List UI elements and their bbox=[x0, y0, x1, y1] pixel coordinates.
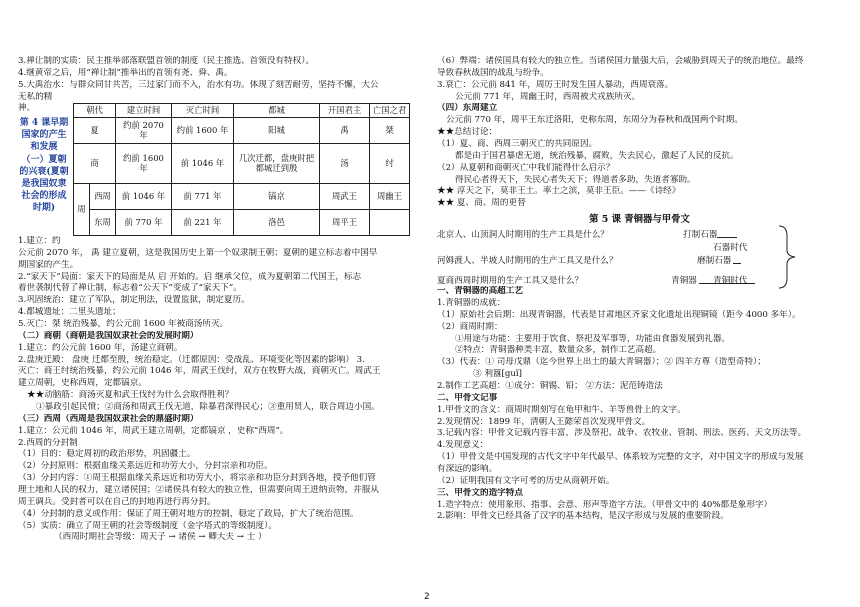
tool-answer: 打制石器 bbox=[683, 230, 718, 241]
page-number: 2 bbox=[424, 592, 430, 602]
text-line: 公元前 771 年，周幽王时，西周被犬戎族所灭。 bbox=[455, 91, 641, 102]
table-cell: 阳城 bbox=[234, 117, 320, 143]
text-line: （3）分封内容：①周王根据血缘关系远近和功劳大小，将宗亲和功臣分封到各地，授予他们管 bbox=[18, 473, 376, 484]
table-cell: 约前 1600 年 bbox=[172, 117, 234, 143]
table-cell: 东周 bbox=[89, 209, 115, 235]
table-cell: 商 bbox=[74, 143, 116, 183]
text-line: 2.发现情况：1899 年，清朝人王懿荣首次发现甲骨文。 bbox=[437, 416, 651, 427]
lesson-5-title: 第 5 课 青铜器与甲骨文 bbox=[589, 214, 690, 226]
text-line: ③ 利簋[guǐ] bbox=[473, 369, 523, 380]
lesson-4-sidebar bbox=[18, 103, 70, 236]
tool-question: 河姆渡人、半坡人时期用的生产工具又是什么？ bbox=[437, 256, 618, 267]
text-line: （1）夏、商、西周三朝灭亡的共同原因。 bbox=[437, 139, 598, 150]
text-line: （2）分封原则：根据血缘关系远近和功劳大小，分封宗亲和功臣。 bbox=[18, 461, 273, 472]
text-line: 2.“家天下”局面：家天下的局面是从 启 开始的。启 继承父位，成为夏朝第二代国王，标志 bbox=[18, 271, 362, 282]
text-line: （1）目的：稳定周初的政治形势，巩固疆土。 bbox=[18, 449, 196, 460]
text-line: 4.发现意义： bbox=[437, 440, 489, 451]
text-line: （1）甲骨文是中国发现的古代文字中年代最早、体系较为完整的文字，对中国文字的形成与发展 bbox=[437, 452, 804, 463]
table-row bbox=[74, 117, 410, 143]
arrow-line bbox=[733, 263, 741, 264]
left-column bbox=[18, 56, 421, 544]
table-header: 灭亡时间 bbox=[172, 104, 234, 118]
tools-question-block bbox=[437, 230, 842, 286]
section-heading: 二、甲骨文记事 bbox=[437, 392, 498, 403]
section-heading: （四）东周建立 bbox=[437, 103, 498, 114]
section-heading: （三）西周（西周是我国奴隶社会的鼎盛时期） bbox=[18, 413, 199, 424]
table-cell: 约前 1600 年 bbox=[116, 143, 172, 183]
table-cell: 洛邑 bbox=[234, 209, 320, 235]
table-cell: 前 1046 年 bbox=[116, 183, 172, 209]
text-line: 期国家的产生。 bbox=[18, 259, 79, 270]
text-line: 公元前 2070 年， 禹 建立夏朝，这是我国历史上第一个奴隶制王朝；夏朝的建立标志着中国早 bbox=[18, 247, 378, 258]
text-line: 4.都城遗址：二里头遗址； bbox=[18, 307, 121, 318]
text-line: 导致春秋战国的战乱与纷争。 bbox=[437, 67, 549, 78]
text-line: （2）从夏朝和商朝灭亡中我们能得什么启示？ bbox=[437, 162, 615, 173]
text-line: （1）原始社会后期：出现青铜器，代表是甘肃地区齐家文化遗址出现铜镜（距今 4000 多年）。 bbox=[437, 309, 801, 320]
table-cell: 几次迁都，盘庚时把都城迁到殷 bbox=[234, 143, 320, 183]
text-line: 2.盘庚迁殿： 盘庚 迁都至殷，统治稳定。（迁都原因：受战乱、环境变化等因素的影响） 3. bbox=[18, 354, 365, 365]
table-cell: 周 bbox=[74, 183, 90, 235]
table-cell: 禹 bbox=[320, 117, 370, 143]
text-line: ①用途与功能：主要用于饮食、祭祀及军事等，功能由食器发展到礼器。 bbox=[455, 333, 731, 344]
text-line: 1.造字特点：使用象形、指事、会意、形声等造字方法。（甲骨文中的 40%都是象形字） bbox=[437, 499, 773, 510]
text-line: 都是由于国君暴虐无道，统治残暴，腐败，失去民心，激起了人民的反抗。 bbox=[455, 150, 739, 161]
table-header: 开国君主 bbox=[320, 104, 370, 118]
lesson-4-block bbox=[18, 103, 421, 236]
table-header: 都城 bbox=[234, 104, 320, 118]
text-line: 3.巩固统治：建立了军队，制定刑法，设置监狱，制定夏历。 bbox=[18, 295, 250, 306]
table-header: 朝代 bbox=[74, 104, 116, 118]
text-line: 灭亡：商王纣统治残暴，约公元前 1046 年，周武王伐纣，双方在牧野大战，商朝灭亡。周武王 bbox=[18, 366, 381, 377]
text-line: （5）实质：确立了周王朝的社会等级制度（金字塔式的等级制度）。 bbox=[18, 520, 277, 531]
brace-icon bbox=[777, 224, 801, 290]
text-line: 2.制作工艺高超：①成分：铜锡、铅； ②方法：泥范铸造法 bbox=[437, 381, 663, 392]
text-line: ★★ 淳天之下，莫非王土。率土之滨，莫非王臣。——《诗经》 bbox=[437, 186, 681, 197]
text-line: 着世袭制代替了禅让制，标志着“公天下”变成了“家天下”。 bbox=[18, 283, 242, 294]
text-line: （6）弊端：诸侯国具有较大的独立性。当诸侯国力量强大后，会威胁到周天子的统治地位。最终 bbox=[437, 56, 804, 66]
table-cell: 周平王 bbox=[320, 209, 370, 235]
text-line: 1.建立：公元前 1046 年，周武王建立周朝，定都镐京 ，史称“西周”。 bbox=[18, 425, 289, 436]
tool-question: 北京人、山顶洞人时期用的生产工具是什么？ bbox=[437, 230, 609, 241]
text-line: （2）商周时期： bbox=[437, 321, 503, 332]
table-cell: 夏 bbox=[74, 117, 116, 143]
text-line: 建立周朝，史称西周，定都镐京。 bbox=[18, 378, 147, 389]
text-line: 1.建立：约 bbox=[18, 235, 61, 246]
table-cell: 前 770 年 bbox=[116, 209, 172, 235]
text-line: 1.甲骨文的含义：商周时期刻写在龟甲和牛、羊等兽骨上的文字。 bbox=[437, 404, 686, 415]
text-line: 5.灭亡：桀 统治残暴，约公元前 1600 年被商汤所灭。 bbox=[18, 318, 229, 329]
text-line: 2.西周的分封制 bbox=[18, 437, 78, 448]
table-row bbox=[74, 183, 410, 209]
text-line: 神。 bbox=[18, 103, 36, 114]
table-cell: 周武王 bbox=[320, 183, 370, 209]
table-cell bbox=[370, 209, 410, 235]
lesson-4-title: 第 4 课早期国家的产生和发展 bbox=[19, 117, 69, 152]
text-line: 5.大禹治水：与群众同甘共苦，三过家门而不入，治水有功。体现了刻苦耐劳，坚持不懈，大公 bbox=[18, 79, 379, 90]
dynasty-table bbox=[73, 103, 410, 236]
table-cell: 周幽王 bbox=[370, 183, 410, 209]
text-line: ★★ 夏、商、周的更替 bbox=[437, 198, 526, 209]
dynasty-table-wrap bbox=[73, 103, 410, 236]
tool-answer: 磨制石器 bbox=[697, 256, 732, 267]
text-line: 1.建立：约公元前 1600 年，汤建立商朝。 bbox=[18, 342, 183, 353]
arrow-line bbox=[717, 237, 737, 238]
text-line: （3）代表：① 司母戊鼎（迄今世界上出土的最大青铜器）；② 四羊方尊（造型奇特）； bbox=[437, 357, 766, 368]
text-line: 4.继黄帝之后，用“禅让制”推举出的首领有尧、舜、禹。 bbox=[18, 67, 233, 78]
text-line: 得民心者得天下，失民心者失天下；得道者多助，失道者寡助。 bbox=[455, 174, 696, 185]
table-row bbox=[74, 143, 410, 183]
text-line: 3.记载内容：甲骨文记载内容丰富，涉及祭祀、战争、农牧业、管制、刑法、医药、天文历法等。 bbox=[437, 428, 807, 439]
table-cell: 前 771 年 bbox=[172, 183, 234, 209]
tool-answer: 青铜器 bbox=[671, 276, 697, 287]
text-line: 3.禅让制的实质：民主推举部落联盟首领的制度（民主推选、首领没有特权）。 bbox=[18, 56, 315, 66]
era-label: 石器时代 bbox=[713, 243, 748, 254]
table-cell: 桀 bbox=[370, 117, 410, 143]
section-heading: 三、甲骨文的造字特点 bbox=[437, 487, 523, 498]
table-header: 亡国之君 bbox=[370, 104, 410, 118]
table-header: 建立时间 bbox=[116, 104, 172, 118]
right-column bbox=[437, 56, 842, 523]
text-line: （西周时期社会等级：周天子 → 诸侯 → 卿大夫 → 士 ） bbox=[54, 532, 267, 543]
section-heading: 一、青铜器的高超工艺 bbox=[437, 286, 523, 297]
text-line: ★★动脑筋：商汤灭夏和武王伐纣为什么会取得胜利？ bbox=[27, 390, 234, 401]
text-line: 有深远的影响。 bbox=[437, 464, 498, 475]
table-cell: 纣 bbox=[370, 143, 410, 183]
table-cell: 镐京 bbox=[234, 183, 320, 209]
text-line: 周王调兵。受封者可以在自己的封地再进行再分封。 bbox=[18, 496, 216, 507]
text-line: 1.青铜器的成就： bbox=[437, 298, 506, 308]
table-cell: 约前 2070 年 bbox=[116, 117, 172, 143]
text-line: 3.衰亡：公元前 841 年，周厉王时发生国人暴动，西周衰落。 bbox=[437, 79, 674, 90]
tool-question: 夏商西周时期用的生产工具又是什么？ bbox=[437, 276, 584, 287]
text-line: ②特点：青铜器种类丰富，数量众多，制作工艺高超。 bbox=[455, 345, 662, 356]
era-label: 青铜时代 bbox=[713, 276, 748, 287]
text-line: 公元前 770 年，周平王东迁洛阳，史称东周，东周分为春秋和战国两个时期。 bbox=[446, 115, 743, 126]
table-cell: 前 1046 年 bbox=[172, 143, 234, 183]
text-line: 理土地和人民的权力，建立诸侯国；②诸侯具有较大的独立性，但需要向周王进纳贡物，并服从 bbox=[18, 484, 379, 495]
table-row bbox=[74, 209, 410, 235]
text-line: 2.影响：甲骨文已经具备了汉字的基本结构，是汉字形成与发展的重要阶段。 bbox=[437, 511, 729, 522]
table-header-row bbox=[74, 104, 410, 118]
text-line: 无私的精 bbox=[18, 91, 53, 102]
table-cell: 前 221 年 bbox=[172, 209, 234, 235]
text-line: ①暴政引起民愤；②商汤和周武王伐无道，除暴君深得民心；③重用贤人，联合周边小国。 bbox=[36, 401, 380, 412]
table-cell: 西周 bbox=[89, 183, 115, 209]
section-xia-heading: （一）夏朝的兴衰(夏朝是我国奴隶社会的形成时期) bbox=[19, 155, 69, 213]
text-line: ★★总结讨论： bbox=[437, 127, 498, 138]
table-cell: 汤 bbox=[320, 143, 370, 183]
text-line: （4）分封制的意义或作用：保证了周王朝对地方的控制，稳定了政局，扩大了统治范围。 bbox=[18, 508, 359, 519]
text-line: （2）证明我国有文字可考的历史从商朝开始。 bbox=[437, 475, 615, 486]
section-heading: （二）商朝（商朝是我国奴隶社会的发展时期） bbox=[18, 330, 199, 341]
